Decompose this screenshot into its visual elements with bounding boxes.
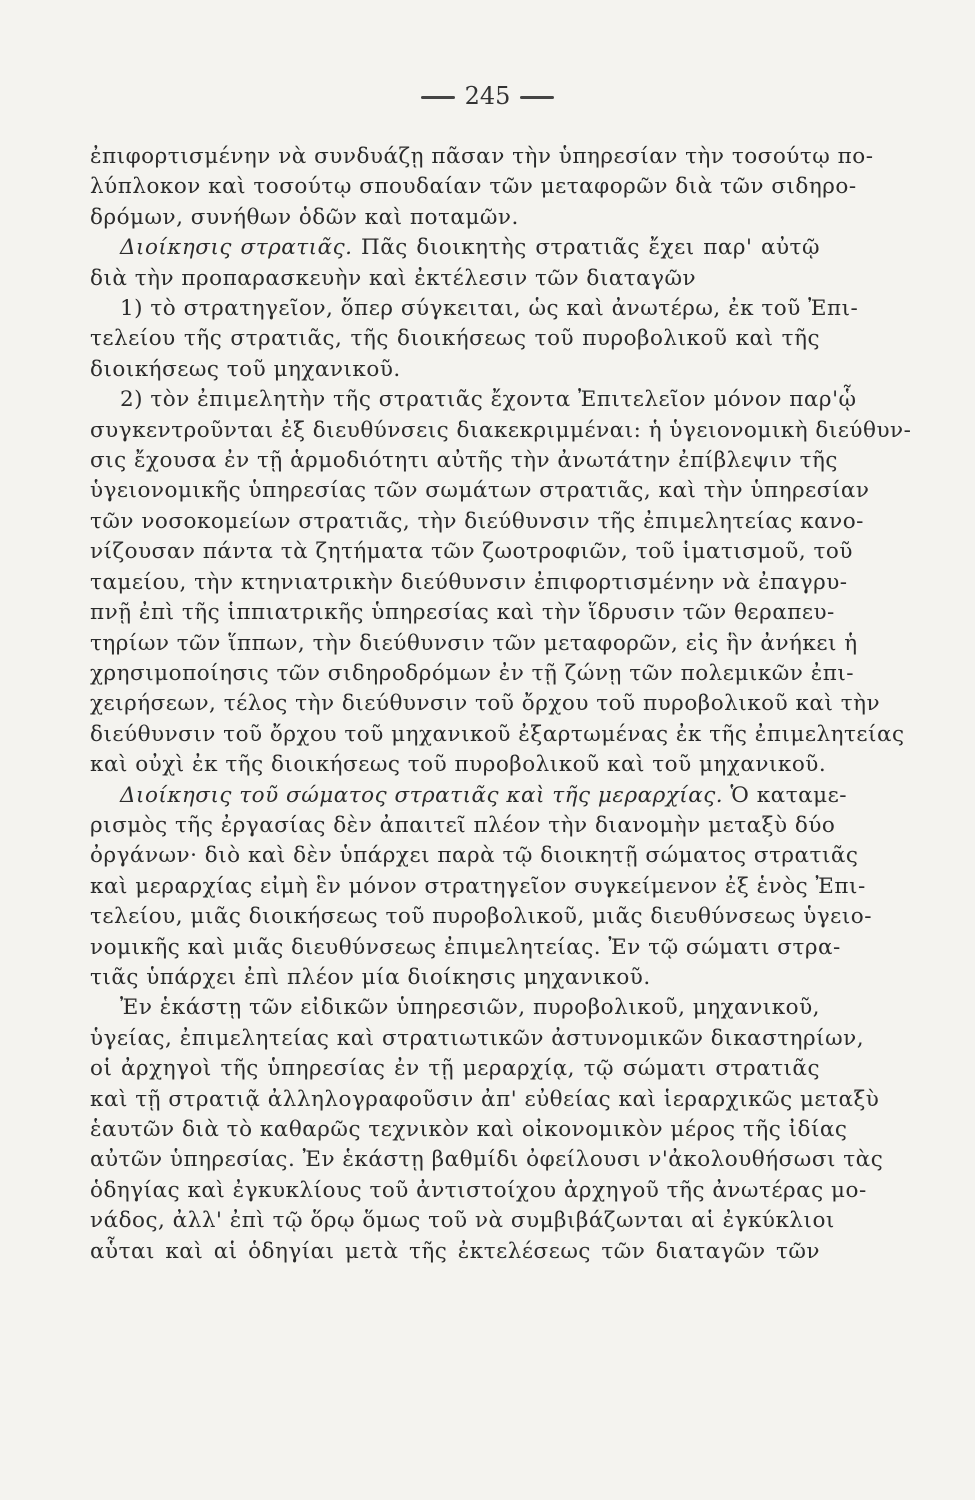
text-line: [90, 324, 820, 354]
text-run: ὀργάνων· διὸ καὶ δὲν ὑπάρχει παρὰ τῷ διοικητῇ σώματος στρατιᾶς: [90, 843, 859, 869]
text-line: [90, 720, 905, 750]
text-run: νίζουσαν πάντα τὰ ζητήματα τῶν ζωοτροφιῶν, τοῦ ἱματισμοῦ, τοῦ: [90, 539, 853, 565]
text-line: [90, 568, 848, 598]
page-number: 245: [464, 82, 511, 110]
text-line: [90, 1206, 835, 1236]
text-line: [90, 355, 820, 385]
text-run: δρόμων, συνήθων ὁδῶν καὶ ποταμῶν.: [90, 204, 519, 230]
text-line: [90, 537, 853, 567]
italic-heading: Διοίκησις στρατιᾶς.: [120, 235, 353, 261]
text-line: [90, 1237, 820, 1267]
text-run: διὰ τὴν προπαρασκευὴν καὶ ἐκτέλεσιν τῶν διαταγῶν: [90, 265, 697, 291]
text-line: [90, 1176, 867, 1206]
text-line: [90, 689, 881, 719]
text-line: [90, 172, 857, 202]
text-line: [90, 507, 864, 537]
text-run: πνῇ ἐπὶ τῆς ἱππιατρικῆς ὑπηρεσίας καὶ τὴν ἵδρυσιν τῶν θεραπευ-: [90, 600, 835, 626]
text-run: καὶ μεραρχίας εἰμὴ ἓν μόνον στρατηγεῖον συγκείμενον ἐξ ἑνὸς Ἐπι-: [90, 873, 866, 899]
text-line: [90, 811, 836, 841]
text-run: χρησιμοποίησις τῶν σιδηροδρόμων ἐν τῇ ζώνῃ τῶν πολεμικῶν ἐπι-: [90, 660, 855, 686]
text-line: [90, 203, 820, 233]
text-run: συγκεντροῦνται ἐξ διευθύνσεις διακεκριμμέναι: ἡ ὑγειονομικὴ διεύθυν-: [90, 417, 912, 443]
text-line: [90, 659, 855, 689]
italic-heading: Διοίκησις τοῦ σώματος στρατιᾶς καὶ τῆς μεραρχίας.: [120, 782, 724, 808]
text-line: [90, 598, 835, 628]
text-run: 1) τὸ στρατηγεῖον, ὅπερ σύγκειται, ὡς καὶ ἀνωτέρω, ἐκ τοῦ Ἐπι-: [120, 296, 859, 322]
text-line: [90, 294, 859, 324]
body-text: [90, 142, 912, 1267]
text-line: [90, 933, 841, 963]
text-line: [90, 902, 872, 932]
text-line: [90, 993, 820, 1023]
text-run: αὐτῶν ὑπηρεσίας. Ἐν ἑκάστῃ βαθμίδι ὀφείλουσι ν'ἀκολουθήσωσι τὰς: [90, 1147, 884, 1173]
header-dash-right: [520, 96, 554, 99]
text-run: λύπλοκον καὶ τοσούτῳ σπουδαίαν τῶν μεταφορῶν διὰ τῶν σιδηρο-: [90, 174, 857, 200]
text-line: [90, 781, 847, 811]
text-run: τηρίων τῶν ἵππων, τὴν διεύθυνσιν τῶν μεταφορῶν, εἰς ἣν ἀνήκει ἡ: [90, 630, 858, 656]
text-line: [90, 1115, 848, 1145]
text-line: [90, 446, 838, 476]
text-run: ἐπιφορτισμένην νὰ συνδυάζῃ πᾶσαν τὴν ὑπηρεσίαν τὴν τοσούτῳ πο-: [90, 144, 874, 169]
text-line: [90, 233, 820, 263]
text-line: [90, 264, 820, 294]
text-run: καὶ τῇ στρατιᾷ ἀλληλογραφοῦσιν ἀπ' εὐθείας καὶ ἱεραρχικῶς μεταξὺ: [90, 1086, 880, 1112]
text-line: [90, 1054, 820, 1084]
text-run: ὑγείας, ἐπιμελητείας καὶ στρατιωτικῶν ἀστυνομικῶν δικαστηρίων,: [90, 1025, 865, 1051]
text-run: Πᾶς διοικητὴς στρατιᾶς ἔχει παρ' αὐτῷ: [352, 235, 820, 261]
text-run: ρισμὸς τῆς ἐργασίας δὲν ἀπαιτεῖ πλέον τὴν διανομὴν μεταξὺ δύο: [90, 812, 836, 838]
text-line: [90, 963, 820, 993]
text-line: [90, 1145, 884, 1175]
text-line: [90, 385, 857, 415]
text-line: [90, 629, 858, 659]
text-line: [90, 872, 866, 902]
text-run: ἑαυτῶν διὰ τὸ καθαρῶς τεχνικὸν καὶ οἰκονομικὸν μέρος τῆς ἰδίας: [90, 1117, 848, 1142]
text-run: διοικήσεως τοῦ μηχανικοῦ.: [90, 356, 401, 382]
text-run: τῶν νοσοκομείων στρατιᾶς, τὴν διεύθυνσιν τῆς ἐπιμελητείας κανο-: [90, 508, 864, 534]
text-run: Ὁ καταμε-: [723, 782, 847, 808]
text-run: νάδος, ἀλλ' ἐπὶ τῷ ὅρῳ ὅμως τοῦ νὰ συμβιβάζωνται αἱ ἐγκύκλιοι: [90, 1208, 835, 1234]
text-run: αὗται καὶ αἱ ὁδηγίαι μετὰ τῆς ἐκτελέσεως τῶν διαταγῶν τῶν: [90, 1238, 820, 1264]
text-run: χειρήσεων, τέλος τὴν διεύθυνσιν τοῦ ὄρχου τοῦ πυροβολικοῦ καὶ τὴν: [90, 691, 881, 717]
text-run: τιᾶς ὑπάρχει ἐπὶ πλέον μία διοίκησις μηχανικοῦ.: [90, 964, 651, 990]
text-run: σις ἔχουσα ἐν τῇ ἁρμοδιότητι αὐτῆς τὴν ἀνωτάτην ἐπίβλεψιν τῆς: [90, 448, 838, 474]
text-line: [90, 1024, 865, 1054]
text-run: νομικῆς καὶ μιᾶς διευθύνσεως ἐπιμελητείας. Ἐν τῷ σώματι στρα-: [90, 934, 841, 960]
text-line: [90, 1085, 880, 1115]
text-run: καὶ οὐχὶ ἐκ τῆς διοικήσεως τοῦ πυροβολικοῦ καὶ τοῦ μηχανικοῦ.: [90, 752, 827, 778]
text-line: [90, 142, 874, 172]
text-line: [90, 750, 827, 780]
text-run: 2) τὸν ἐπιμελητὴν τῆς στρατιᾶς ἔχοντα Ἐπιτελεῖον μόνον παρ'ᾧ: [120, 387, 857, 413]
text-run: Ἐν ἑκάστῃ τῶν εἰδικῶν ὑπηρεσιῶν, πυροβολικοῦ, μηχανικοῦ,: [120, 995, 820, 1021]
text-run: ταμείου, τὴν κτηνιατρικὴν διεύθυνσιν ἐπιφορτισμένην νὰ ἐπαγρυ-: [90, 569, 848, 595]
text-line: [90, 476, 870, 506]
text-run: οἱ ἀρχηγοὶ τῆς ὑπηρεσίας ἐν τῇ μεραρχίᾳ, τῷ σώματι στρατιᾶς: [90, 1056, 820, 1082]
text-run: τελείου, μιᾶς διοικήσεως τοῦ πυροβολικοῦ, μιᾶς διευθύνσεως ὑγειο-: [90, 904, 872, 930]
text-line: [90, 416, 912, 446]
header-dash-left: [421, 96, 455, 99]
text-run: ὁδηγίας καὶ ἐγκυκλίους τοῦ ἀντιστοίχου ἀρχηγοῦ τῆς ἀνωτέρας μο-: [90, 1177, 867, 1203]
text-run: τελείου τῆς στρατιᾶς, τῆς διοικήσεως τοῦ πυροβολικοῦ καὶ τῆς: [90, 326, 820, 352]
text-line: [90, 841, 859, 871]
page-header: [0, 82, 975, 110]
text-run: ὑγειονομικῆς ὑπηρεσίας τῶν σωμάτων στρατιᾶς, καὶ τὴν ὑπηρεσίαν: [90, 478, 870, 504]
text-run: διεύθυνσιν τοῦ ὄρχου τοῦ μηχανικοῦ ἐξαρτωμένας ἐκ τῆς ἐπιμελητείας: [90, 721, 905, 747]
